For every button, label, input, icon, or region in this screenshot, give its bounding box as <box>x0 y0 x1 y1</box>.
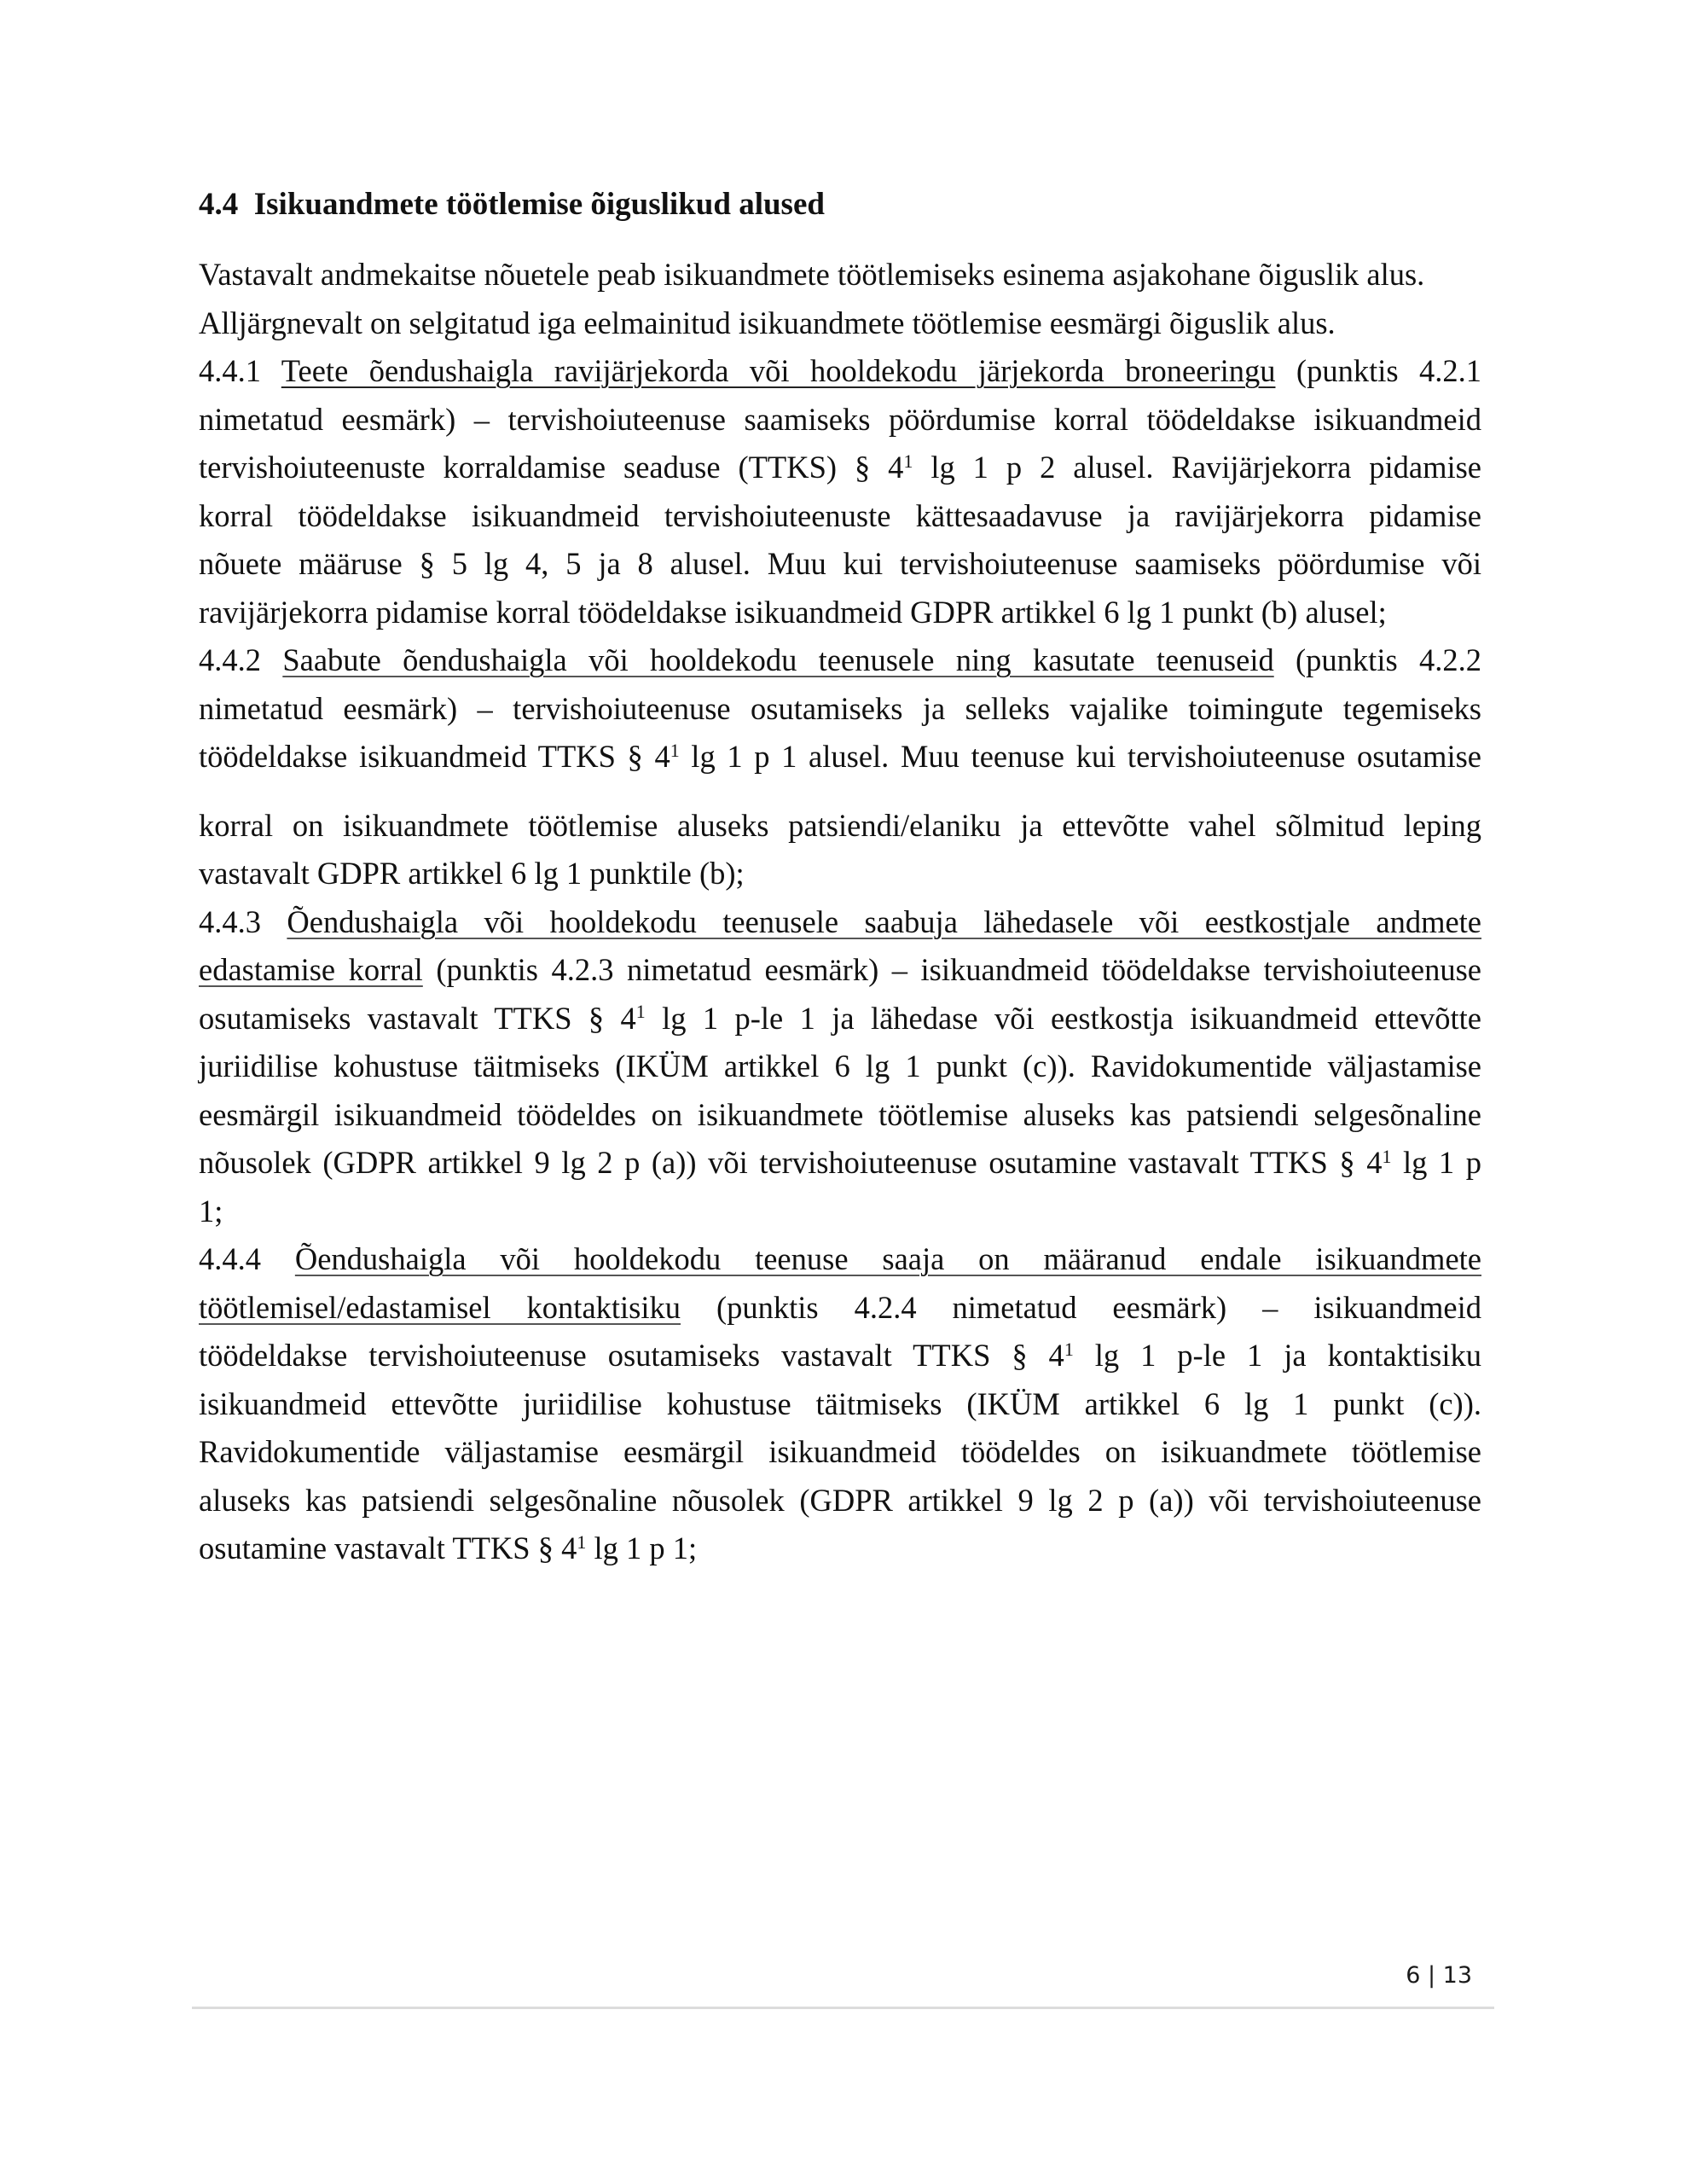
paragraph-line <box>199 396 1481 444</box>
paragraph-line <box>199 1332 1481 1380</box>
text-run: lg 1 p <box>1391 1145 1481 1180</box>
text-run: nimetatud eesmärk) – tervishoiuteenuse saamiseks pöördumise korral töödeldakse isikuandmeid <box>199 401 1481 437</box>
paragraph-line <box>199 492 1481 541</box>
text-run: korral töödeldakse isikuandmeid tervishoiuteenuste kättesaadavuse ja ravijärjekorra pidamise <box>199 497 1481 533</box>
paragraph-line <box>199 636 1481 685</box>
footer-divider <box>192 2007 1494 2009</box>
superscript: 1 <box>577 1531 587 1553</box>
text-run: osutamine vastavalt TTKS § 4 <box>199 1531 577 1565</box>
text-run: (punktis 4.2.3 nimetatud eesmärk) – isikuandmeid töödeldakse tervishoiuteenuse <box>422 952 1481 987</box>
subsection-title-underlined: Õendushaigla või hooldekodu teenuse saaja on määranud endale isikuandmete <box>294 1241 1481 1276</box>
text-run: 4.4.2 <box>199 642 283 677</box>
paragraph-line <box>199 1284 1481 1333</box>
superscript: 1 <box>1064 1338 1074 1360</box>
paragraph-line <box>199 1188 1481 1236</box>
paragraph-line <box>199 1043 1481 1091</box>
text-run: nõuete määruse § 5 lg 4, 5 ja 8 alusel. Muu kui tervishoiuteenuse saamiseks pöördumise või <box>199 546 1481 581</box>
paragraph-line <box>199 444 1481 492</box>
paragraph-line <box>199 1380 1481 1429</box>
intro-line: Vastavalt andmekaitse nõuetele peab isikuandmete töötlemiseks esinema asjakohane õiguslik alus. <box>199 257 1425 292</box>
subsections-list <box>199 347 1481 1573</box>
superscript: 1 <box>1382 1145 1392 1167</box>
text-run: (punktis 4.2.1 <box>1275 353 1481 388</box>
subsection-title-underlined: Teete õendushaigla ravijärjekorda või hooldekodu järjekorda broneeringu <box>281 353 1276 388</box>
page-content <box>199 181 1481 1573</box>
paragraph-line <box>199 540 1481 589</box>
intro-paragraph <box>199 251 1481 347</box>
superscript: 1 <box>635 1001 646 1023</box>
paragraph-line <box>199 589 1481 637</box>
paragraph-line <box>199 898 1481 947</box>
text-run: korral on isikuandmete töötlemise aluseks patsiendi/elaniku ja ettevõtte vahel sõlmitud leping <box>199 807 1481 843</box>
text-run: ravijärjekorra pidamise korral töödeldakse isikuandmeid GDPR artikkel 6 lg 1 punkt (b) alusel; <box>199 594 1387 630</box>
paragraph-line <box>199 850 1481 898</box>
section-title: Isikuandmete töötlemise õiguslikud alused <box>253 187 825 222</box>
subsection-title-underlined: töötlemisel/edastamisel kontaktisiku <box>199 1289 681 1325</box>
text-run: lg 1 p 2 alusel. Ravijärjekorra pidamise <box>913 450 1481 485</box>
subsection-4-4-2 <box>199 636 1481 898</box>
subsection-title-underlined: edastamise korral <box>199 952 423 987</box>
subsection-title-underlined: Saabute õendushaigla või hooldekodu teenusele ning kasutate teenuseid <box>282 642 1274 677</box>
text-run: lg 1 p 1; <box>586 1531 698 1565</box>
paragraph-line <box>199 1428 1481 1477</box>
subsection-4-4-3 <box>199 898 1481 1236</box>
paragraph-line <box>199 995 1481 1043</box>
subsection-4-4-1 <box>199 347 1481 636</box>
text-run: tervishoiuteenuste korraldamise seaduse (TTKS) § 4 <box>199 450 904 485</box>
paragraph-line <box>199 1139 1481 1188</box>
text-run: vastavalt GDPR artikkel 6 lg 1 punktile (b); <box>199 856 745 891</box>
text-run: juriidilise kohustuse täitmiseks (IKÜM artikkel 6 lg 1 punkt (c)). Ravidokumentide väljastamise <box>199 1048 1481 1083</box>
text-run: lg 1 p-le 1 ja lähedase või eestkostja isikuandmeid ettevõtte <box>645 1000 1481 1036</box>
text-run: Ravidokumentide väljastamise eesmärgil isikuandmeid töödeldes on isikuandmete töötlemise <box>199 1434 1481 1469</box>
paragraph-line <box>199 1477 1481 1525</box>
text-run: lg 1 p-le 1 ja kontaktisiku <box>1073 1338 1481 1373</box>
text-run: töödeldakse isikuandmeid TTKS § 4 <box>199 739 670 774</box>
text-run: osutamiseks vastavalt TTKS § 4 <box>199 1000 636 1036</box>
page-number: 6 | 13 <box>1406 1962 1472 1989</box>
intro-line: Alljärgnevalt on selgitatud iga eelmainitud isikuandmete töötlemise eesmärgi õiguslik alus. <box>199 305 1336 340</box>
text-run: isikuandmeid ettevõtte juriidilise kohustuse täitmiseks (IKÜM artikkel 6 lg 1 punkt (c)). <box>199 1385 1481 1421</box>
paragraph-line <box>199 1091 1481 1140</box>
section-heading <box>199 181 1481 229</box>
superscript: 1 <box>670 739 680 761</box>
superscript: 1 <box>903 450 913 472</box>
paragraph-line <box>199 946 1481 995</box>
text-run: 1; <box>199 1193 223 1228</box>
subsection-title-underlined: Õendushaigla või hooldekodu teenusele saabuja lähedasele või eestkostjale andmete <box>287 903 1482 939</box>
paragraph-line <box>199 347 1481 396</box>
text-run: 4.4.4 <box>199 1241 295 1276</box>
text-run: aluseks kas patsiendi selgesõnaline nõusolek (GDPR artikkel 9 lg 2 p (a)) või tervishoiuteenuse <box>199 1482 1481 1518</box>
text-run: eesmärgil isikuandmeid töödeldes on isikuandmete töötlemise aluseks kas patsiendi selgesõnaline <box>199 1096 1481 1132</box>
paragraph-line <box>199 685 1481 734</box>
text-run: nimetatud eesmärk) – tervishoiuteenuse osutamiseks ja selleks vajalike toimingute tegemiseks <box>199 690 1481 726</box>
subsection-4-4-4 <box>199 1235 1481 1573</box>
text-run: nõusolek (GDPR artikkel 9 lg 2 p (a)) või tervishoiuteenuse osutamine vastavalt TTKS § 4 <box>199 1145 1383 1180</box>
text-run: 4.4.1 <box>199 353 281 388</box>
text-run: lg 1 p 1 alusel. Muu teenuse kui tervishoiuteenuse osutamise <box>679 739 1481 774</box>
paragraph-line <box>199 1525 1481 1573</box>
text-run: töödeldakse tervishoiuteenuse osutamiseks vastavalt TTKS § 4 <box>199 1338 1064 1373</box>
paragraph-line <box>199 1235 1481 1284</box>
paragraph-line <box>199 733 1481 781</box>
paragraph-line <box>199 802 1481 851</box>
section-number: 4.4 <box>199 187 239 222</box>
text-run: (punktis 4.2.2 <box>1273 642 1481 677</box>
text-run: 4.4.3 <box>199 903 287 939</box>
text-run: (punktis 4.2.4 nimetatud eesmärk) – isikuandmeid <box>681 1289 1481 1325</box>
